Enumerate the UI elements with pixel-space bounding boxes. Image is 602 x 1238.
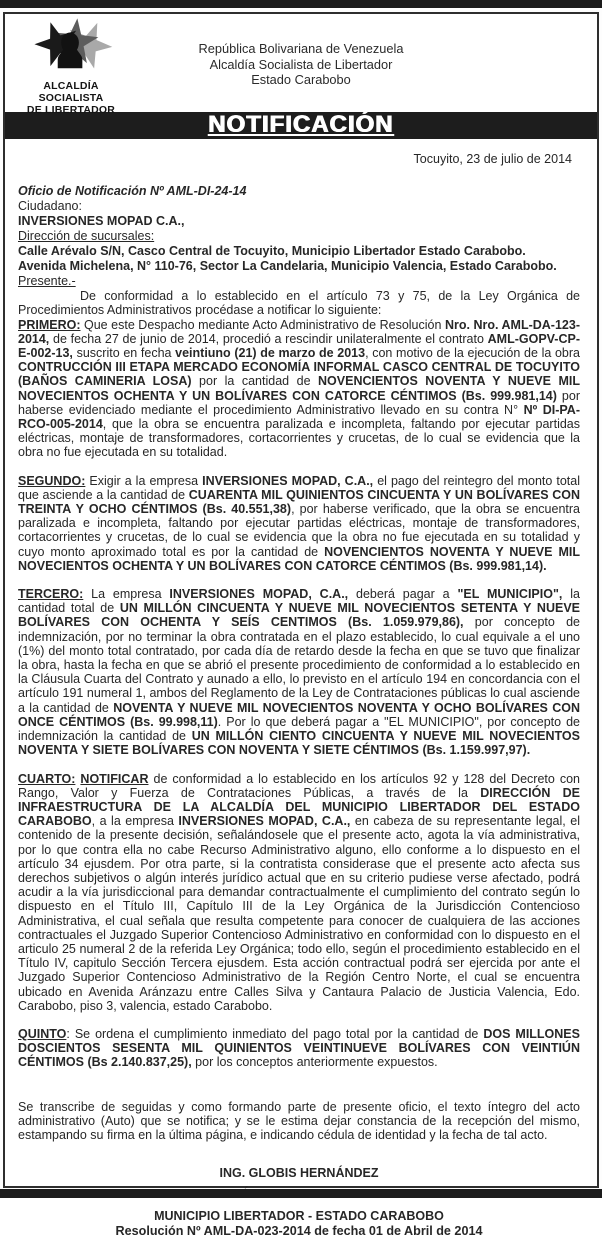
- clause-segundo: SEGUNDO: Exigir a la empresa INVERSIONES MOPAD, C.A., el pago del reintegro del monto total que asciende a la cantidad de CUARENTA MIL QUINIENTOS CINCUENTA Y UN BOLÍVARES CON TREINTA Y OCHO CÉNTIMOS (Bs. 40.551,38), por haberse verificado, que la obra se encuentra paralizada e incompleta, faltando por ejecutar partidas eléctricas, montaje de transformadores, cortacorrientes y crucetas, de lo cual se evidencia que la obra no fue ejecutada en su totalidad y cuyo monto aproximado total es por la cantidad de NOVENCIENTOS NOVENTA Y NUEVE MIL NOVECIENTOS OCHENTA Y UN BOLÍVARES CON CATORCE CÉNTIMOS (Bs. 999.981,14).: [18, 473, 580, 573]
- ciudadano-line: Ciudadano:: [18, 199, 82, 214]
- signer-name: ING. GLOBIS HERNÁNDEZ: [219, 1166, 379, 1181]
- bottom-border-bar: [0, 1189, 602, 1198]
- presente-line: Presente.-: [18, 274, 76, 289]
- document-frame: [3, 12, 599, 1238]
- republic-line-state: Estado Carabobo: [251, 72, 351, 87]
- clause-primero: PRIMERO: Que este Despacho mediante Acto Administrativo de Resolución Nro. Nro. AML-DA-123-2014, de fecha 27 de junio de 2014, procedió a rescindir unilateralmente el contrato AML-GOPV-CP-E-002-13, suscrito en fecha veintiuno (21) de marzo de 2013, con motivo de la ejecución de la obra CONTRUCCIÓN III ETAPA MERCADO ECONOMÍA INFORMAL CASCO CENTRAL DE TOCUYITO (BAÑOS CAMINERIA LOSA) por la cantidad de NOVENCIENTOS NOVENTA Y NUEVE MIL NOVECIENTOS OCHENTA Y UN BOLÍVARES CON CATORCE CÉNTIMOS (Bs. 999.981,14) por haberse evidenciado mediante el procedimiento Administrativo llevado en su contra N° Nº DI-PA-RCO-005-2014, que la obra se encuentra paralizada e incompleta, faltando por ejecutar partidas eléctricas, montaje de transformadores, cortacorrientes y crucetas, de lo cual se evidencia que la obra no fue ejecutada en su totalidad.: [18, 317, 580, 460]
- signer-municipality: MUNICIPIO LIBERTADOR - ESTADO CARABOBO: [154, 1208, 444, 1223]
- intro-paragraph: De conformidad a lo establecido en el artículo 73 y 75, de la Ley Orgánica de Procedimientos Administrativos procédase a notificar lo siguiente:: [18, 289, 580, 318]
- clause-cuarto: CUARTO: NOTIFICAR de conformidad a lo establecido en los artículos 92 y 128 del Decreto con Rango, Valor y Fuerza de Contrataciones Públicas, a través de la DIRECCIÓN DE INFRAESTRUCTURA DE LA ALCALDÍA DEL MUNICIPIO LIBERTADOR DEL ESTADO CARABOBO, a la empresa INVERSIONES MOPAD, C.A., en cabeza de su representante legal, el contenido de la presente decisión, señalándosele que el presente acto, agota la vía administrativa, por lo que contra ella no cabe Recurso Administrativo alguno, ello conforme a lo dispuesto en el artículo 34 ejusdem. Por otra parte, si la contratista considerase que el presente acto afecta sus derechos subjetivos o algún interés jurídico actual que en su criterio pudiese verse afectado, podrá acudir a la vía jurisdiccional para demandar contractualmente el cumplimiento del contrato según lo dispuesto en el Título III, Capítulo III de la Ley Orgánica de la Jurisdicción Contencioso Administrativa, el cual señala que resulta competente para conocer de cualquiera de las acciones contractuales el Juzgado Superior Contencioso Administrativo en conformidad con lo dispuesto en el articulo 25 numeral 2 de la referida Ley Orgánica; todo ello, según el procedimiento establecido en el Título IV, capitulo Sección Tercera ejusdem. Esta acción contractual podrá ser ejercida por ante el Juzgado Superior Contencioso Administrativo de la Región Centro Norte, el cual se encuentra ubicado en Avenida Aránzazu entre Calles Silva y Cantaura Palacio de Justicia Valencia, Edo. Carabobo, piso 3, valencia, estado Carabobo.: [18, 771, 580, 1013]
- top-border-bar: [0, 0, 602, 8]
- closing-paragraph: Se transcribe de seguidas y como formando parte de presente oficio, el texto íntegro del acto administrativo (Auto) que se notifica; y se le estima dejar constancia de la recepción del mismo, estampando su firma en la última página, e indicando cédula de identidad y la fecha de tal acto.: [18, 1099, 580, 1142]
- company-line: INVERSIONES MOPAD C.A.,: [18, 214, 185, 229]
- direccion-line: Dirección de sucursales:: [18, 229, 155, 244]
- resolution-line: Resolución Nº AML-DA-023-2014 de fecha 01 de Abril de 2014: [115, 1223, 483, 1238]
- republic-line-mayoralty: Alcaldía Socialista de Libertador: [209, 56, 393, 72]
- document-title: NOTIFICACIÓN: [208, 111, 394, 138]
- document-body: [5, 152, 597, 1142]
- republic-header: [5, 41, 597, 88]
- date-line: Tocuyito, 23 de julio de 2014: [413, 152, 572, 166]
- address-line-1: Calle Arévalo S/N, Casco Central de Tocuyito, Municipio Libertador Estado Carabobo.: [18, 244, 526, 259]
- republic-line-country: República Bolivariana de Venezuela: [198, 41, 404, 56]
- oficio-line: Oficio de Notificación Nº AML-DI-24-14: [18, 184, 247, 199]
- seal-caption-line1: ALCALDÍA SOCIALISTA: [38, 80, 104, 104]
- title-bar: [5, 112, 597, 139]
- seal-caption-line2: DE LIBERTADOR: [26, 104, 116, 116]
- address-line-2: Avenida Michelena, N° 110-76, Sector La Candelaria, Municipio Valencia, Estado Carabobo.: [18, 259, 557, 274]
- clause-quinto: QUINTO: Se ordena el cumplimiento inmediato del pago total por la cantidad de DOS MILLONES DOSCIENTOS SESENTA MIL QUINIENTOS VEINTINUEVE BOLÍVARES CON VEINTIÚN CÉNTIMOS (Bs 2.140.837,25), por los conceptos anteriormente expuestos.: [18, 1026, 580, 1070]
- clause-tercero: TERCERO: La empresa INVERSIONES MOPAD, C.A., deberá pagar a "EL MUNICIPIO", la cantidad total de UN MILLÓN CINCUENTA Y NUEVE MIL NOVECIENTOS SETENTA Y NUEVE BOLÍVARES CON OCHENTA Y SEÍS CENTIMOS (Bs. 1.059.979,86), por concepto de indemnización, por no terminar la obra contratada en el plazo establecido, lo cual equivale a el uno (1%) del monto total contratado, por cada día de retardo desde la fecha en que se tuvo que finalizar la obra, hasta la fecha en que se abrió el presente procedimiento de conformidad a lo establecido en la Cláusula Cuarta del Contrato y aunado a ello, lo previsto en el artículo 194 en concordancia con el artículo 191 numeral 1, ambos del Reglamento de la Ley de Contrataciones públicas lo cual asciende a la cantidad de NOVENTA Y NUEVE MIL NOVECIENTOS NOVENTA Y OCHO BOLÍVARES CON ONCE CÉNTIMOS (Bs. 99.998,11). Por lo que deberá pagar a "EL MUNICIPIO", por concepto de indemnización la cantidad de UN MILLÓN CIENTO CINCUENTA Y NUEVE MIL NOVECIENTOS NOVENTA Y SIETE BOLÍVARES CON NOVENTA Y SIETE CÉNTIMOS (Bs. 1.159.997,97).: [18, 587, 581, 758]
- signature-block: [5, 1166, 597, 1238]
- document-header: [5, 14, 597, 116]
